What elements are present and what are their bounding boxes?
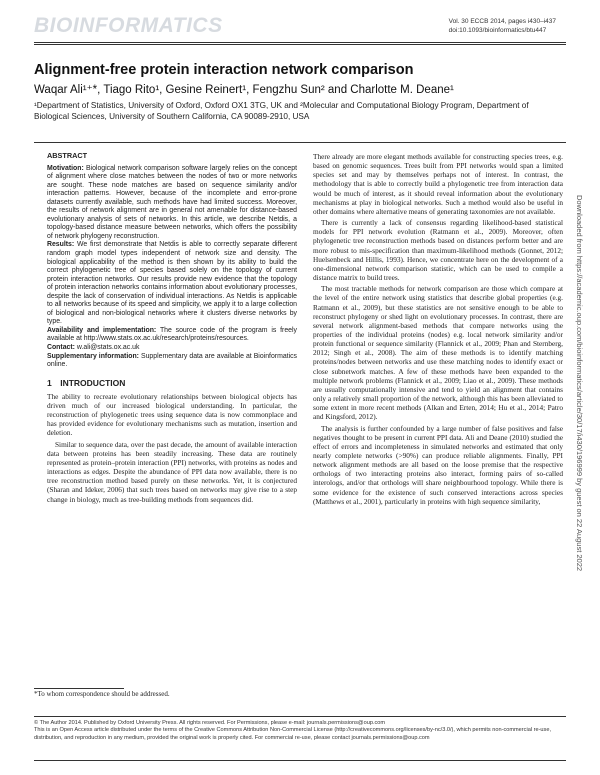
right-column (313, 152, 563, 508)
abstract-supplementary (47, 353, 297, 370)
right-paragraph-3: The most tractable methods for network comparison are those which compare at the level of the entire network using statistics that describe global properties (e.g. Ratmann et al., 2009), but these statistics are not sensitive enough to be able to reconstruct phylogeny or shed light on evolutionary processes. In contrast, there are several network alignment-based methods that compare networks using the properties of the individual proteins (nodes) e.g. local network similarity and/or protein functional or sequence similarity (Flannick et al., 2009; Phan and Sternberg, 2012; Singh et al., 2008). The aim of these methods is to identify matching proteins/nodes between networks and use these matching nodes to identify exact or close subnetwork matches. A few of these methods have been expanded to the multiple network problems (Flannick et al., 2009; Liao et al., 2009). These methods are usually computationally intensive and tend to yield an alignment that contains only a relatively small proportion of the network, although this has been alleviated to some extent in more recent methods (Alkan and Erten, 2014; Hu et al., 2014; Patro and Kingsford, 2012). (313, 284, 563, 422)
copyright-notice (34, 720, 566, 742)
results-label: Results: (47, 241, 75, 249)
download-watermark: Downloaded from https://academic.oup.com/bioinformatics/article/30/17/i430/196999 by guest on 22 August 2022 (575, 195, 584, 572)
correspondence-footnote: *To whom correspondence should be addressed. (34, 690, 170, 698)
abstract-availability (47, 327, 297, 344)
abstract-motivation (47, 165, 297, 242)
footer-rule-bottom (34, 760, 566, 761)
motivation-label: Motivation: (47, 164, 84, 172)
footer-rule (34, 716, 566, 717)
supplementary-label: Supplementary information: (47, 352, 139, 360)
header-rule-secondary (34, 44, 566, 45)
copyright-line-2: This is an Open Access article distributed under the terms of the Creative Commons Attribution Non-Commercial License (http://creativecommons.org/licenses/by-nc/3.0/), which permits non-commercial re-use, distribution, and reproduction in any medium, provided the original work is properly cited. For commercial re-use, please contact journals.permissions@oup.com (34, 727, 552, 741)
contact-label: Contact: (47, 344, 75, 352)
intro-paragraph-2: Similar to sequence data, over the past decade, the amount of available interaction data between proteins has been steadily increasing. These data are routinely represented as protein–protein interaction (PPI) networks, with proteins as nodes and interactions as edges. Despite the abundance of PPI data now available, there is no tree reconstruction method based purely on these networks. Yet, it is conjectured (Sharan and Ideker, 2006) that such trees based on networks may give rise to a step change in biology, much as tree-building methods from sequences did. (47, 439, 297, 504)
section-heading-introduction: 1 INTRODUCTION (47, 377, 126, 388)
doi[interactable]: doi:10.1093/bioinformatics/btu447 (448, 26, 547, 34)
footnote-rule (34, 688, 124, 689)
right-paragraph-1: There already are more elegant methods available for constructing species trees, e.g. based on genomic sequences. Trees built from PPI networks would span a limited species set and may by themselves perhaps not of interest. In contrast, the methodology that is able to correctly build a phylogenetic tree from interaction data would be much of interest, as it should reveal information about the evolutionary mechanisms at play in biological networks. Such a method would also be useful in other domains where alternative means of generating taxonomies are not available. (313, 152, 563, 216)
header-rule (34, 42, 566, 43)
journal-name: BIOINFORMATICS (34, 14, 223, 37)
title-rule (34, 142, 566, 143)
results-text: We first demonstrate that Netdis is able to correctly separate different random graph model types independent of network size and density. The biological applicability of the method is then shown by its ability to build the correct phylogenetic tree of species based solely on the topology of current protein interaction networks. Our results provide new evidence that the topology of protein interaction networks contains information about evolutionary processes, despite the lack of conservation of individual interactions. As Netdis is applicable to all networks because of its speed and simplicity, we apply it to a large collection of biological and non-biological networks where it clusters diverse networks by type. (47, 241, 297, 326)
volume-pages: Vol. 30 ECCB 2014, pages i430–i437 (448, 18, 556, 25)
availability-text[interactable]: The source code of the program is freely available at http://www.stats.ox.ac.uk/research/proteins/resources. (47, 326, 297, 343)
author-list: Waqar Ali¹⁺*, Tiago Rito¹, Gesine Reinert¹, Fengzhu Sun² and Charlotte M. Deane¹ (34, 84, 454, 96)
abstract-box (47, 152, 297, 370)
left-column (47, 152, 297, 506)
intro-paragraph-1: The ability to recreate evolutionary relationships between biological objects has driven much of our increased biological understanding. In particular, the reconstruction of phylogenetic trees using sequence data is now commonplace and has provided evidence for evolutionary mechanisms such as mutation, insertion and deletion. (47, 391, 297, 438)
supplementary-text: Supplementary data are available at Bioinformatics online. (47, 352, 297, 369)
contact-email[interactable]: w.ali@stats.ox.ac.uk (76, 344, 140, 352)
abstract-results (47, 241, 297, 326)
right-paragraph-2: There is currently a lack of consensus regarding likelihood-based statistical models for PPI network evolution (Ratmann et al., 2009). Moreover, often phylogenetic tree reconstruction methods based on distances perform better and are more robust to mis-specification than maximum-likelihood methods (Gonnet, 2012; Huelsenbeck and Hillis, 1993). Hence, we concentrate here on the development of a one-dimensional network comparison statistic, which can be used to compile a distance matrix to build trees. (313, 218, 563, 283)
affiliations: ¹Department of Statistics, University of Oxford, Oxford OX1 3TG, UK and ²Molecular and Computational Biology Program, Department of Biological Sciences, University of Southern California, CA 90089-2910, USA (34, 101, 529, 121)
motivation-text: Biological network comparison software largely relies on the concept of alignment where close matches between the nodes of two or more networks are sought. These node matches are based on sequence similarity and/or interaction patterns. However, because of the incomplete and error-prone datasets currently available, such methods have had limited success. Moreover, the results of network alignment are in general not amenable for distance-based evolutionary analysis of sets of networks. In this article, we describe Netdis, a topology-based distance measure between networks, which offers the possibility of network phylogeny reconstruction. (47, 164, 297, 240)
abstract-contact (47, 344, 297, 353)
paper-title: Alignment-free protein interaction network comparison (34, 62, 414, 78)
abstract-heading: ABSTRACT (47, 151, 88, 160)
availability-label: Availability and implementation: (47, 326, 157, 334)
volume-info (449, 18, 556, 35)
right-paragraph-4: The analysis is further confounded by a large number of false positives and false negatives thought to be present in current PPI data. Ali and Deane (2010) studied the effect of errors and incompleteness in simulated networks and estimated that only nearly complete networks (>90%) can produce reliable alignments. Finally, PPI network alignment methods are all based on the loose premise that the respective orthologs of two interacting proteins also interact, forming pairs of so-called interologs, and/or that orthologs will share neighbourhood topology. While there is some evidence for the existence of such conserved interactions across species (Matthews et al., 2001), particularly in proteins with high sequence similarity, (313, 423, 563, 506)
copyright-line-1: © The Author 2014. Published by Oxford University Press. All rights reserved. For Permissions, please e-mail: journals.permissions@oup.com (34, 720, 386, 726)
